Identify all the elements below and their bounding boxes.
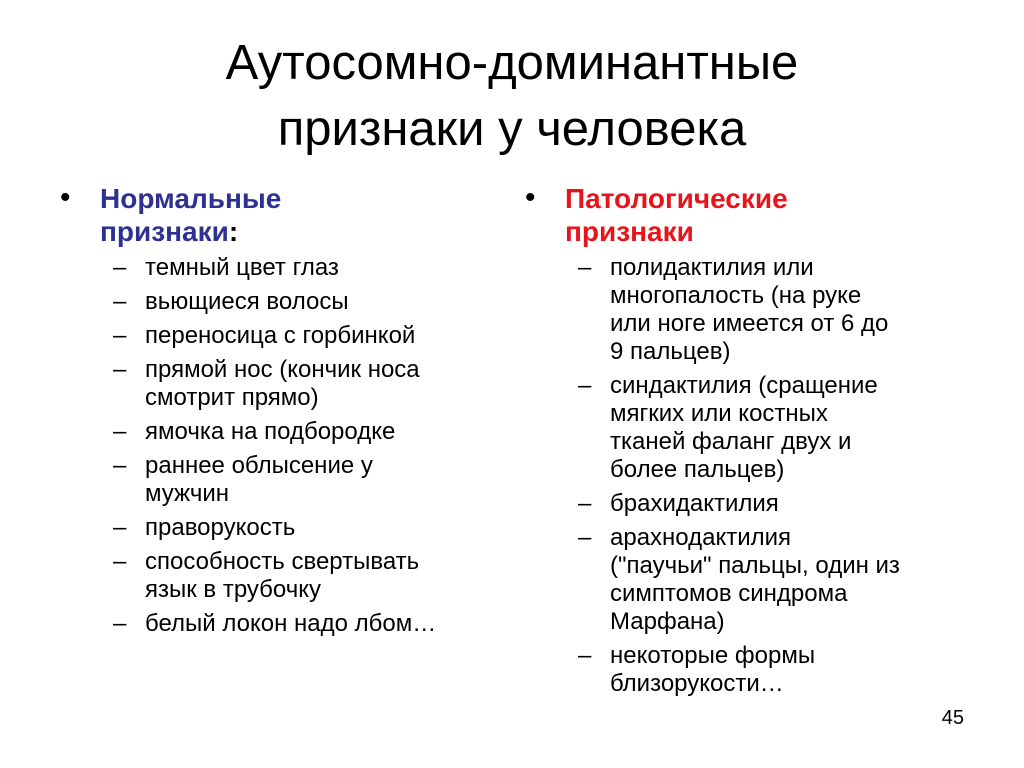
list-item-text: прямой нос (кончик носа смотрит прямо) — [145, 356, 420, 411]
list-item-text: темный цвет глаз — [145, 254, 339, 281]
slide-title-line2: признаки у человека — [277, 102, 747, 156]
page-number: 45 — [941, 707, 964, 729]
list-item — [113, 254, 500, 282]
list-item — [113, 548, 500, 604]
pathological-traits-heading-row — [525, 182, 985, 248]
list-item — [113, 356, 500, 412]
list-item-text: брахидактилия — [610, 490, 779, 517]
dash-icon: – — [578, 642, 592, 669]
normal-traits-heading-text: Нормальные признаки — [100, 183, 282, 247]
list-item-text: праворукость — [145, 514, 296, 541]
dash-icon: – — [578, 254, 592, 281]
list-item — [578, 642, 985, 698]
list-item — [113, 514, 500, 542]
slide-title — [0, 30, 1024, 162]
normal-traits-list — [60, 254, 500, 638]
list-item — [113, 322, 500, 350]
dash-icon: – — [113, 452, 127, 479]
list-item-text: синдактилия (сращение мягких или костных тканей фаланг двух и более пальцев) — [610, 372, 878, 483]
slide-title-line1: Аутосомно-доминантные — [225, 36, 799, 90]
dash-icon: – — [113, 254, 127, 281]
list-item — [113, 452, 500, 508]
dash-icon: – — [578, 372, 592, 399]
pathological-traits-heading-text: Патологические признаки — [565, 183, 788, 247]
list-item — [578, 490, 985, 518]
list-item-text: способность свертывать язык в трубочку — [145, 548, 420, 603]
bullet-icon: • — [525, 181, 536, 214]
pathological-traits-heading — [565, 182, 788, 248]
list-item-text: раннее облысение у мужчин — [145, 452, 373, 507]
list-item-text: белый локон надо лбом… — [145, 610, 437, 637]
normal-traits-heading-row — [60, 182, 500, 248]
pathological-traits-list — [525, 254, 985, 698]
list-item — [113, 418, 500, 446]
list-item-text: переносица с горбинкой — [145, 322, 416, 349]
dash-icon: – — [578, 490, 592, 517]
dash-icon: – — [113, 322, 127, 349]
list-item-text: некоторые формы близорукости… — [610, 642, 816, 697]
list-item — [578, 254, 985, 366]
normal-traits-heading-colon: : — [228, 216, 239, 247]
dash-icon: – — [578, 524, 592, 551]
list-item-text: арахнодактилия ("паучьи" пальцы, один из симптомов синдрома Марфана) — [610, 524, 900, 635]
list-item — [113, 610, 500, 638]
list-item — [113, 288, 500, 316]
dash-icon: – — [113, 288, 127, 315]
dash-icon: – — [113, 356, 127, 383]
list-item-text: ямочка на подбородке — [145, 418, 396, 445]
bullet-icon: • — [60, 181, 71, 214]
dash-icon: – — [113, 548, 127, 575]
list-item — [578, 524, 985, 636]
list-item — [578, 372, 985, 484]
dash-icon: – — [113, 514, 127, 541]
normal-traits-heading — [100, 182, 281, 248]
dash-icon: – — [113, 610, 127, 637]
pathological-traits-column — [525, 182, 985, 704]
normal-traits-column — [60, 182, 500, 644]
dash-icon: – — [113, 418, 127, 445]
list-item-text: полидактилия или многопалость (на руке или ноге имеется от 6 до 9 пальцев) — [610, 254, 889, 365]
list-item-text: вьющиеся волосы — [145, 288, 349, 315]
